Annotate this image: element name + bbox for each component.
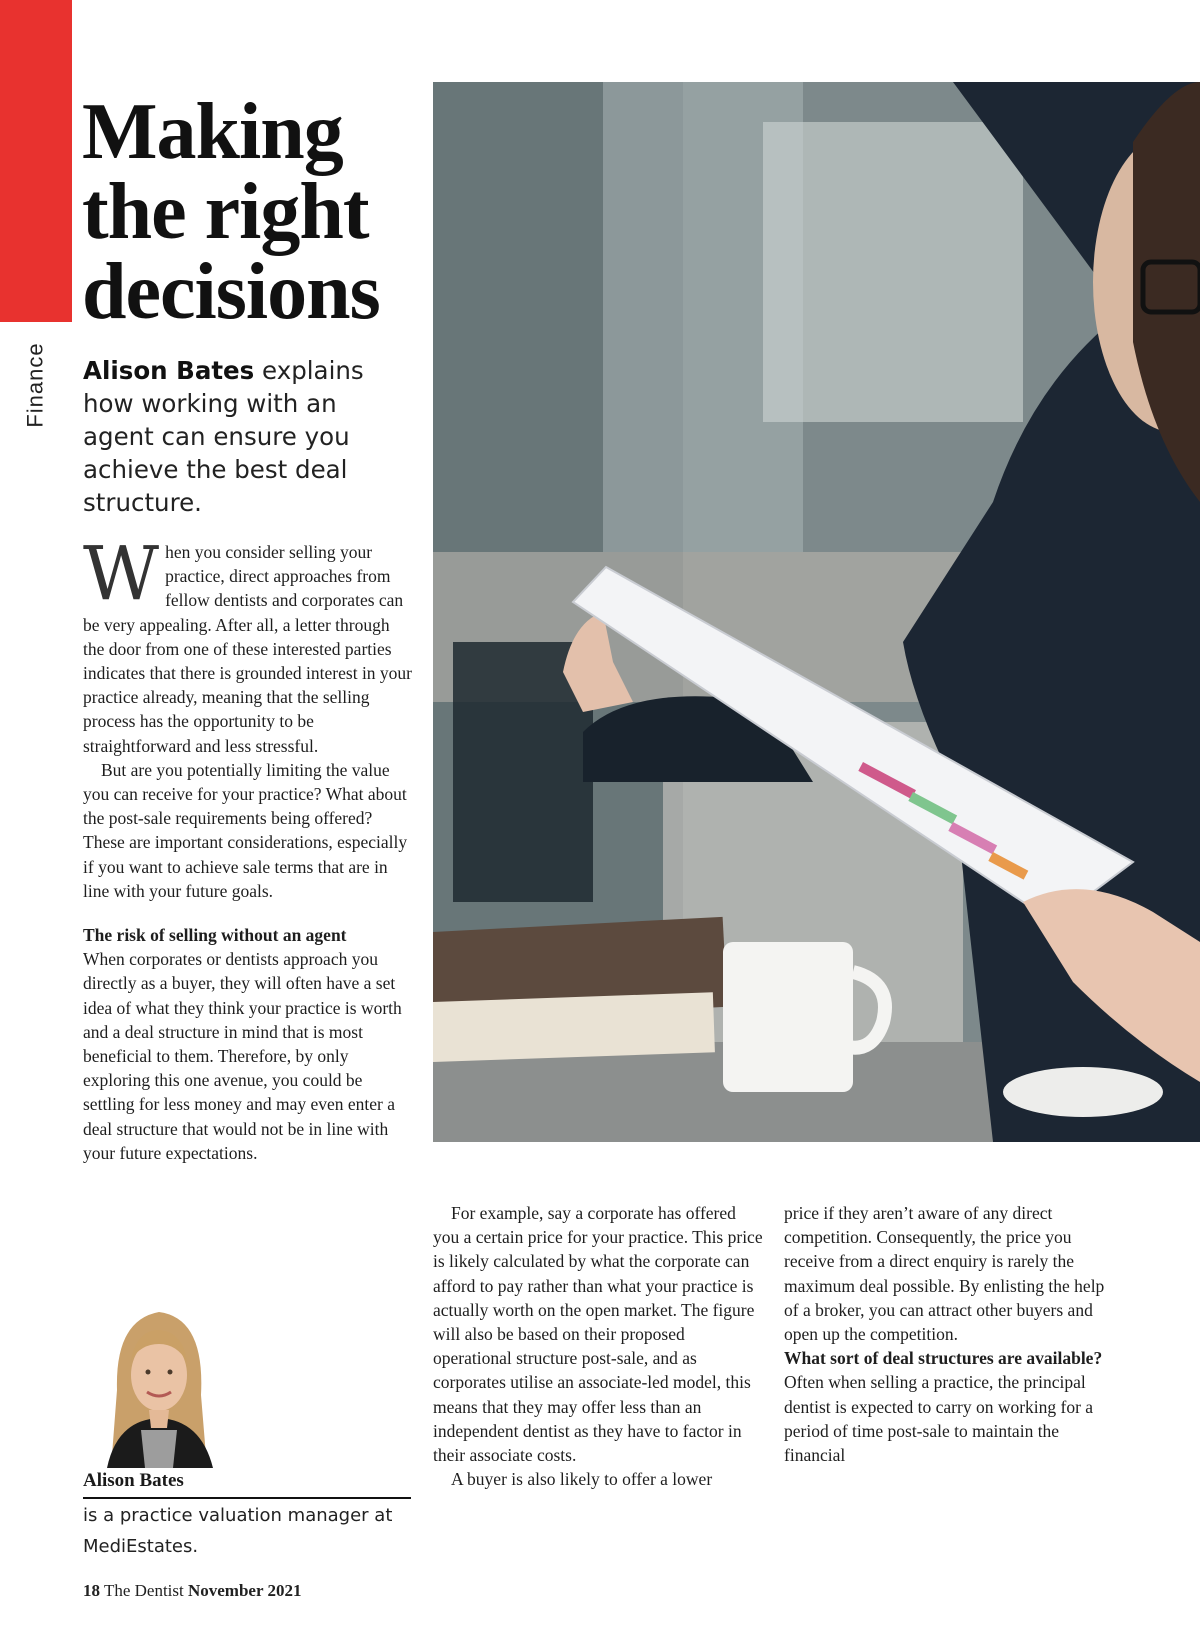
body-paragraph-5: A buyer is also likely to offer a lower <box>451 1469 713 1490</box>
body-paragraph-2: But are you potentially limiting the value you can receive for your practice? What about the post-sale requirements being offered? These are important considerations, especially if you want to achieve sale terms that are in line with your future goals. <box>83 759 408 901</box>
headline: Making the right decisions <box>82 88 380 336</box>
body-paragraph-1 <box>83 531 415 758</box>
drop-cap: W <box>83 531 160 617</box>
body-paragraph-5-continued: price if they aren’t aware of any direct competition. Consequently, the price you receive from a direct enquiry is rarely the maximum deal possible. By enlisting the help of a broker, you can attract other buyers and open up the competition. <box>784 1203 1105 1345</box>
hero-photo <box>433 82 1200 1142</box>
magazine-name: The Dentist <box>100 1581 188 1600</box>
page-footer <box>83 1581 301 1601</box>
issue-date: November 2021 <box>187 1581 302 1600</box>
bio-name: Alison Bates <box>83 1470 184 1491</box>
author-portrait <box>97 1300 221 1468</box>
hero-photo-illustration <box>433 82 1200 1142</box>
body-paragraph-4: For example, say a corporate has offered you a certain price for your practice. This price is likely calculated by what the corporate can afford to pay rather than what your practice is actually worth on the open market. The figure will also be based on their proposed operational structure post-sale, and as corporates utilise an associate-led model, this means that they may offer less than an independent dentist as they have to factor in their associate costs. <box>433 1203 763 1466</box>
body-paragraph-1-text: hen you consider selling your practice, direct approaches from fellow dentists and corporates can be very appealing. After all, a letter through the door from one of these interested parties indicates that there is grounded interest in your practice already, meaning that the selling process has the opportunity to be straightforward and less stressful. <box>83 542 413 756</box>
body-column-3 <box>784 1201 1114 1467</box>
body-column-2 <box>433 1201 763 1491</box>
body-paragraph-6: Often when selling a practice, the principal dentist is expected to carry on working for a period of time post-sale to maintain the financial <box>784 1372 1094 1466</box>
page-number: 18 <box>83 1581 100 1600</box>
body-paragraph-3: When corporates or dentists approach you directly as a buyer, they will often have a set idea of what they think your practice is worth and a deal structure in mind that is most beneficial to them. Therefore, by only exploring this one avenue, you could be settling for less money and may even enter a deal structure that would not be in line with your future expectations. <box>83 949 402 1163</box>
bio-description: is a practice valuation manager at MediEstates. <box>83 1505 393 1557</box>
subheading-risk: The risk of selling without an agent <box>83 925 347 946</box>
standfirst-author: Alison Bates <box>83 356 255 385</box>
body-column-1 <box>83 531 415 1165</box>
section-label-text: Finance <box>23 342 48 428</box>
standfirst <box>83 354 413 519</box>
standfirst-text: explains how working with an agent can ensure you achieve the best deal structure. <box>83 356 364 517</box>
section-label <box>16 340 56 430</box>
bio-divider <box>83 1497 411 1499</box>
section-accent-bar <box>0 0 72 322</box>
subheading-deal-structures: What sort of deal structures are available? <box>784 1348 1103 1369</box>
